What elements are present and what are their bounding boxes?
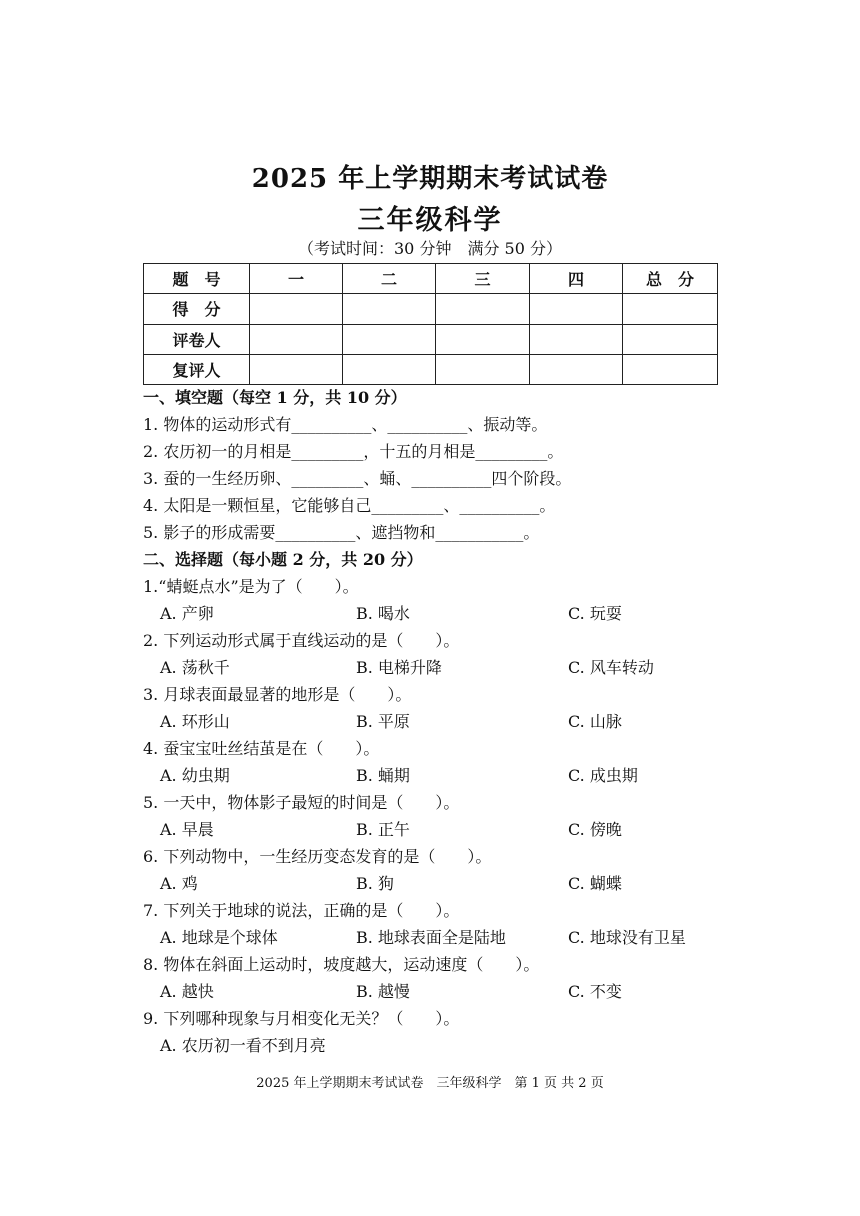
exam-title: 2025 年上学期期末考试试卷 bbox=[251, 164, 609, 194]
choice-options bbox=[143, 924, 743, 951]
option-b: B. 电梯升降 bbox=[356, 658, 442, 677]
option-a: A. 农历初一看不到月亮 bbox=[160, 1036, 326, 1055]
score-cell bbox=[436, 354, 530, 384]
score-cell bbox=[623, 354, 718, 384]
score-cell bbox=[623, 294, 718, 324]
exam-subject: 三年级科学 bbox=[357, 205, 503, 236]
option-b: B. 平原 bbox=[356, 712, 410, 731]
score-cell bbox=[530, 324, 623, 354]
option-b: B. 地球表面全是陆地 bbox=[356, 928, 506, 947]
score-cell bbox=[343, 294, 436, 324]
option-b: B. 喝水 bbox=[356, 604, 410, 623]
score-row-label: 复评人 bbox=[144, 354, 250, 384]
choice-question: 4. 蚕宝宝吐丝结茧是在（ ）。 bbox=[143, 739, 380, 758]
score-header-cell: 题 号 bbox=[144, 264, 250, 294]
choice-options bbox=[143, 762, 743, 789]
option-a: A. 地球是个球体 bbox=[160, 928, 278, 947]
score-table-row bbox=[144, 324, 718, 354]
score-cell bbox=[436, 294, 530, 324]
choice-options bbox=[143, 708, 743, 735]
choice-question: 8. 物体在斜面上运动时，坡度越大，运动速度（ ）。 bbox=[143, 955, 540, 974]
choice-question: 2. 下列运动形式属于直线运动的是（ ）。 bbox=[143, 631, 460, 650]
option-a: A. 环形山 bbox=[160, 712, 230, 731]
option-b: B. 狗 bbox=[356, 874, 394, 893]
fill-in-question: 4. 太阳是一颗恒星，它能够自己_________、__________。 bbox=[143, 496, 556, 515]
score-cell bbox=[250, 324, 343, 354]
score-header-cell: 三 bbox=[436, 264, 530, 294]
fill-in-question: 3. 蚕的一生经历卵、_________、蛹、__________四个阶段。 bbox=[143, 469, 572, 488]
choice-question: 9. 下列哪种现象与月相变化无关？（ ）。 bbox=[143, 1009, 460, 1028]
option-b: B. 越慢 bbox=[356, 982, 410, 1001]
option-c: C. 蝴蝶 bbox=[568, 874, 622, 893]
fill-in-question: 2. 农历初一的月相是_________，十五的月相是_________。 bbox=[143, 442, 564, 461]
score-header-cell: 一 bbox=[250, 264, 343, 294]
score-cell bbox=[436, 324, 530, 354]
fill-in-question: 1. 物体的运动形式有__________、__________、振动等。 bbox=[143, 415, 548, 434]
score-table-header-row bbox=[144, 264, 718, 294]
option-a: A. 荡秋千 bbox=[160, 658, 230, 677]
fill-in-question: 5. 影子的形成需要__________、遮挡物和___________。 bbox=[143, 523, 540, 542]
option-c: C. 地球没有卫星 bbox=[568, 928, 686, 947]
section-heading-fill-in: 一、填空题（每空 1 分，共 10 分） bbox=[143, 388, 407, 407]
choice-options bbox=[143, 870, 743, 897]
score-header-cell: 总 分 bbox=[623, 264, 718, 294]
choice-question: 3. 月球表面最显著的地形是（ ）。 bbox=[143, 685, 412, 704]
option-c: C. 不变 bbox=[568, 982, 622, 1001]
option-c: C. 风车转动 bbox=[568, 658, 654, 677]
choice-question: 1.“蜻蜓点水”是为了（ ）。 bbox=[143, 577, 359, 596]
score-cell bbox=[343, 354, 436, 384]
exam-content bbox=[143, 384, 743, 1059]
option-a: A. 越快 bbox=[160, 982, 214, 1001]
option-c: C. 傍晚 bbox=[568, 820, 622, 839]
choice-options bbox=[143, 600, 743, 627]
exam-info: （考试时间：30 分钟 满分 50 分） bbox=[298, 239, 562, 258]
choice-options bbox=[143, 654, 743, 681]
option-b: B. 蛹期 bbox=[356, 766, 410, 785]
section-heading-multiple-choice: 二、选择题（每小题 2 分，共 20 分） bbox=[143, 550, 423, 569]
choice-question: 7. 下列关于地球的说法，正确的是（ ）。 bbox=[143, 901, 460, 920]
score-cell bbox=[250, 354, 343, 384]
score-row-label: 得 分 bbox=[144, 294, 250, 324]
score-cell bbox=[250, 294, 343, 324]
page-footer: 2025 年上学期期末考试试卷 三年级科学 第 1 页 共 2 页 bbox=[256, 1076, 604, 1091]
option-a: A. 产卵 bbox=[160, 604, 214, 623]
option-a: A. 幼虫期 bbox=[160, 766, 230, 785]
score-table bbox=[143, 263, 718, 385]
score-table-row bbox=[144, 294, 718, 324]
score-cell bbox=[530, 354, 623, 384]
score-cell bbox=[623, 324, 718, 354]
option-c: C. 成虫期 bbox=[568, 766, 638, 785]
choice-options bbox=[143, 1032, 743, 1059]
option-a: A. 鸡 bbox=[160, 874, 198, 893]
score-cell bbox=[343, 324, 436, 354]
score-header-cell: 二 bbox=[343, 264, 436, 294]
option-c: C. 玩耍 bbox=[568, 604, 622, 623]
score-header-cell: 四 bbox=[530, 264, 623, 294]
score-cell bbox=[530, 294, 623, 324]
choice-options bbox=[143, 816, 743, 843]
score-row-label: 评卷人 bbox=[144, 324, 250, 354]
choice-question: 6. 下列动物中，一生经历变态发育的是（ ）。 bbox=[143, 847, 492, 866]
option-c: C. 山脉 bbox=[568, 712, 622, 731]
choice-options bbox=[143, 978, 743, 1005]
choice-question: 5. 一天中，物体影子最短的时间是（ ）。 bbox=[143, 793, 460, 812]
score-table-row bbox=[144, 354, 718, 384]
option-a: A. 早晨 bbox=[160, 820, 214, 839]
option-b: B. 正午 bbox=[356, 820, 410, 839]
